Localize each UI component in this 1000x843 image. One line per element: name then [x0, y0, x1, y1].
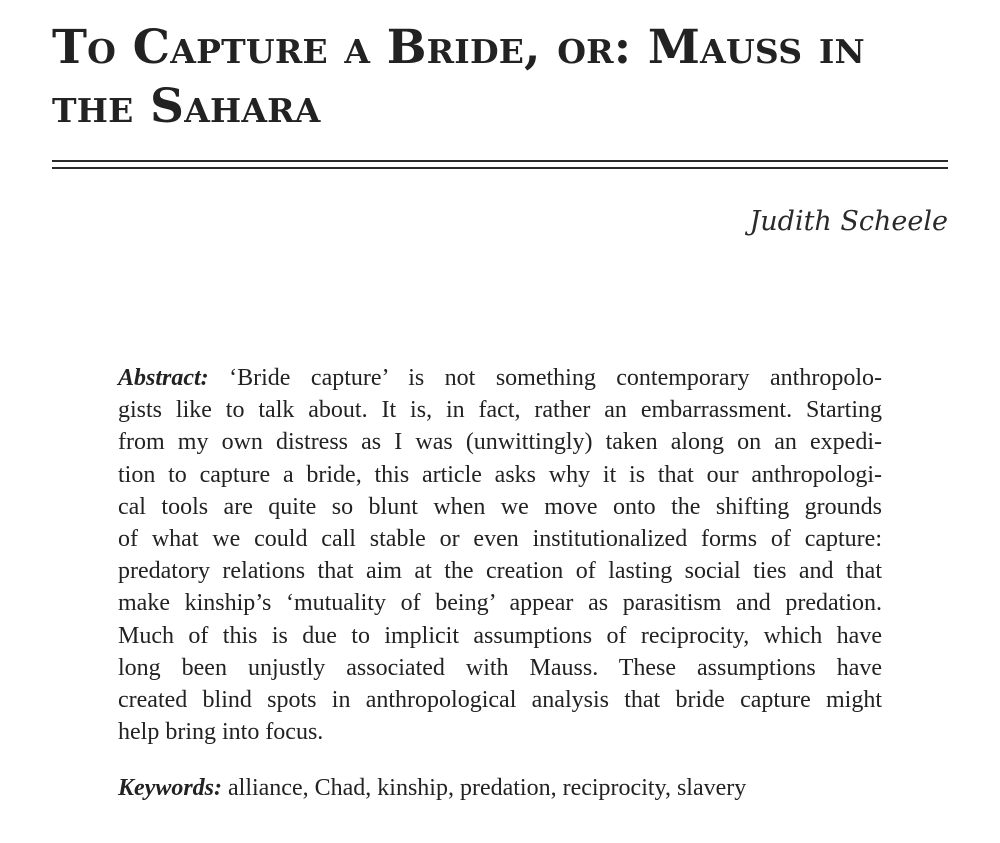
abstract-line: predatory relations that aim at the creation of lasting social ties and that [118, 558, 882, 585]
article-title-line-2: the Sahara [52, 79, 321, 134]
keywords-text: alliance, Chad, kinship, predation, reciprocity, slavery [222, 775, 747, 801]
keywords-label: Keywords: [118, 775, 222, 801]
abstract-line-text: ‘Bride capture’ is not something contemporary anthropolo- [208, 365, 882, 391]
abstract-line: of what we could call stable or even institutionalized forms of capture: [118, 526, 882, 553]
abstract-label: Abstract: [118, 365, 209, 391]
abstract-line: make kinship’s ‘mutuality of being’ appear as parasitism and predation. [118, 590, 882, 617]
abstract-block [118, 362, 882, 748]
abstract-line: created blind spots in anthropological analysis that bride capture might [118, 687, 882, 714]
title-divider-lower [52, 167, 948, 169]
author-name: Judith Scheele [749, 206, 948, 237]
abstract-line: tion to capture a bride, this article asks why it is that our anthropologi- [118, 461, 882, 488]
abstract-line: gists like to talk about. It is, in fact, rather an embarrassment. Starting [118, 397, 882, 424]
abstract-line: long been unjustly associated with Mauss. These assumptions have [118, 654, 882, 681]
abstract-line: Much of this is due to implicit assumptions of reciprocity, which have [118, 622, 882, 649]
article-title [52, 18, 952, 136]
abstract-line: help bring into focus. [118, 719, 324, 746]
keywords-block [118, 772, 746, 804]
article-title-line-1: To Capture a Bride, or: Mauss in [52, 20, 865, 75]
abstract-line: cal tools are quite so blunt when we move onto the shifting grounds [118, 493, 882, 520]
abstract-line: from my own distress as I was (unwittingly) taken along on an expedi- [118, 429, 882, 456]
title-divider-upper [52, 160, 948, 162]
abstract-line [118, 362, 882, 394]
